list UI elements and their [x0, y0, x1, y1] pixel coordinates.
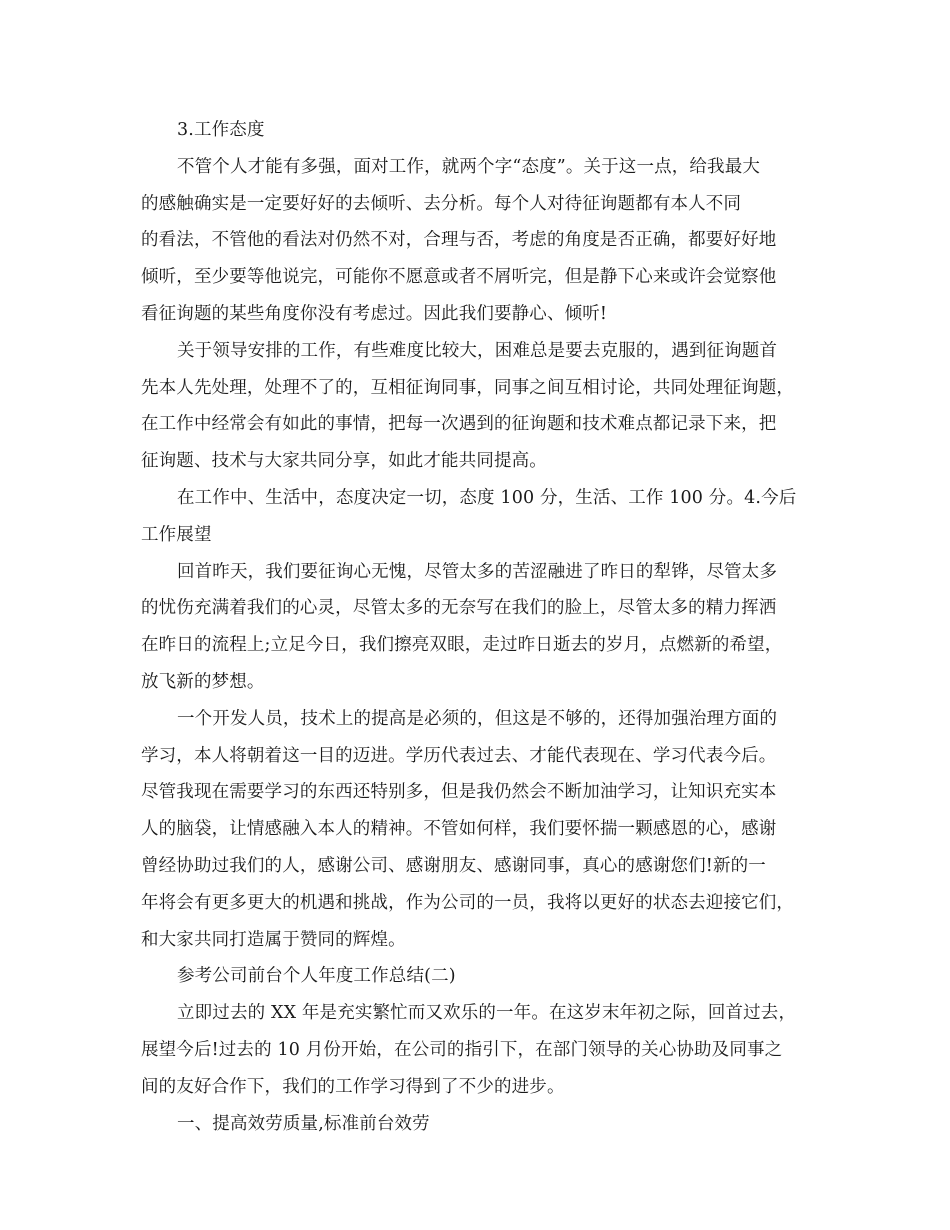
text-line: 年将会有更多更大的机遇和挑战，作为公司的一员，我将以更好的状态去迎接它们， — [141, 892, 795, 913]
text-line: 的感触确实是一定要好好的去倾听、去分析。每个人对待征询题都有本人不同 — [141, 193, 742, 214]
text-line: 在工作中、生活中，态度决定一切，态度 100 分，生活、工作 100 分。4.今后 — [177, 487, 797, 508]
text-line: 一个开发人员，技术上的提高是必须的，但这是不够的，还得加强治理方面的 — [177, 708, 778, 729]
text-line: 间的友好合作下，我们的工作学习得到了不少的进步。 — [141, 1076, 565, 1097]
document-body — [141, 112, 813, 1142]
text-line: 倾听，至少要等他说完，可能你不愿意或者不屑听完，但是静下心来或许会觉察他 — [141, 267, 777, 288]
text-line: 在工作中经常会有如此的事情，把每一次遇到的征询题和技术难点都记录下来，把 — [141, 414, 777, 435]
text-line: 看征询题的某些角度你没有考虑过。因此我们要静心、倾听! — [141, 303, 608, 324]
text-line: 尽管我现在需要学习的东西还特别多，但是我仍然会不断加油学习，让知识充实本 — [141, 782, 777, 803]
text-line: 展望今后!过去的 10 月份开始，在公司的指引下，在部门领导的关心协助及同事之 — [141, 1039, 783, 1060]
text-line: 回首昨天，我们要征询心无愧，尽管太多的苦涩融进了昨日的犁铧，尽管太多 — [177, 561, 778, 582]
text-line: 关于领导安排的工作，有些难度比较大，困难总是要去克服的，遇到征询题首 — [177, 340, 778, 361]
text-line: 立即过去的 XX 年是充实繁忙而又欢乐的一年。在这岁末年初之际，回首过去， — [177, 1003, 797, 1024]
text-line: 不管个人才能有多强，面对工作，就两个字“态度”。关于这一点，给我最大 — [177, 156, 760, 177]
text-line: 学习，本人将朝着这一目的迈进。学历代表过去、才能代表现在、学习代表今后。 — [141, 745, 777, 766]
text-line: 在昨日的流程上;立足今日，我们擦亮双眼，走过昨日逝去的岁月，点燃新的希望， — [141, 635, 783, 656]
text-line: 放飞新的梦想。 — [141, 671, 265, 692]
text-line: 征询题、技术与大家共同分享，如此才能共同提高。 — [141, 451, 547, 472]
text-line: 先本人先处理，处理不了的，互相征询同事，同事之间互相讨论，共同处理征询题， — [141, 377, 795, 398]
text-line: 3.工作态度 — [177, 120, 265, 140]
text-line: 的看法，不管他的看法对仍然不对，合理与否，考虑的角度是否正确，都要好好地 — [141, 230, 777, 251]
text-line: 曾经协助过我们的人，感谢公司、感谢朋友、感谢同事，真心的感谢您们!新的一 — [141, 855, 766, 876]
text-line: 参考公司前台个人年度工作总结(二) — [177, 966, 456, 987]
text-line: 工作展望 — [141, 524, 212, 545]
text-line: 的忧伤充满着我们的心灵，尽管太多的无奈写在我们的脸上，尽管太多的精力挥洒 — [141, 598, 777, 619]
text-line: 一、提高效劳质量,标准前台效劳 — [177, 1113, 430, 1134]
text-line: 人的脑袋，让情感融入本人的精神。不管如何样，我们要怀揣一颗感恩的心，感谢 — [141, 819, 777, 840]
text-line: 和大家共同打造属于赞同的辉煌。 — [141, 929, 406, 950]
